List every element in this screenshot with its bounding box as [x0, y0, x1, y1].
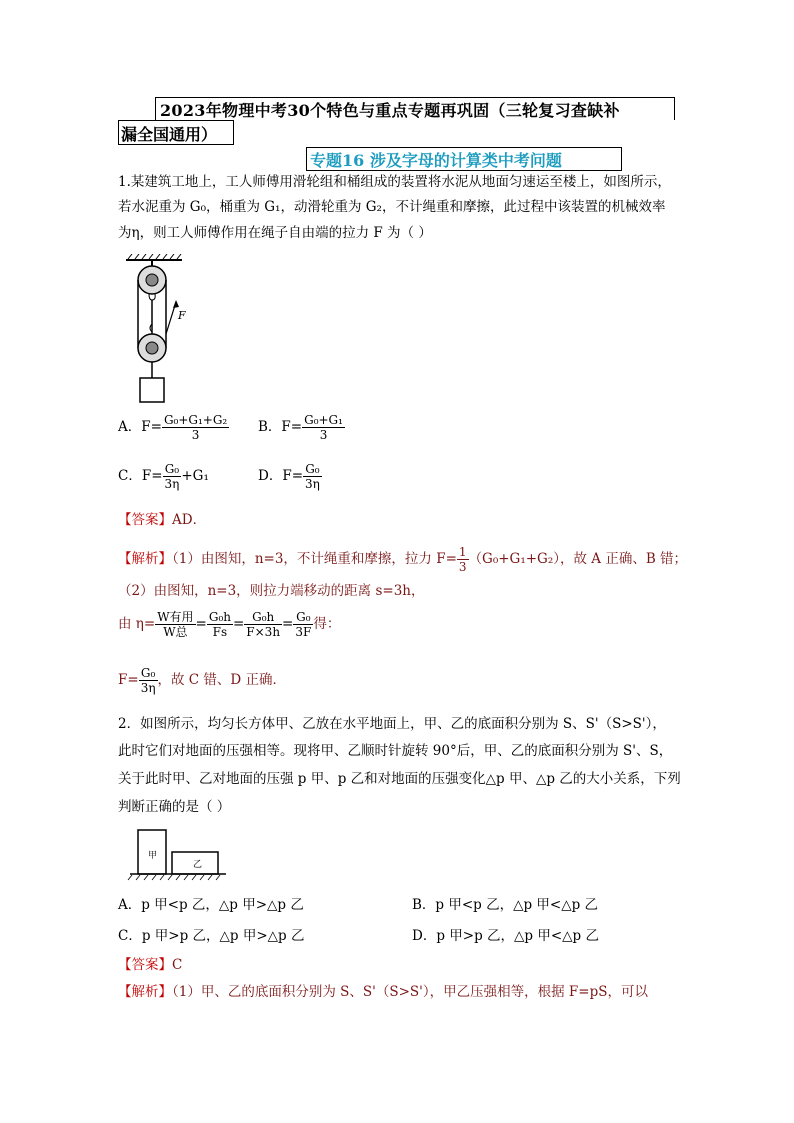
blocks-figure	[118, 826, 230, 882]
q2-option-a: A．p 甲<p 乙，△p 甲>△p 乙	[118, 897, 304, 913]
result-suffix: ，故 C 错、D 正确．	[157, 672, 287, 688]
option-a-numerator: G₀+G₁+G₂	[163, 413, 228, 427]
q1-analysis-line2: （2）由图知，n=3，则拉力端移动的距离 s=3h，	[118, 583, 425, 599]
pulley-figure	[118, 254, 208, 404]
analysis-label: 【解析】	[118, 551, 172, 567]
q2-line2: 此时它们对地面的压强相等。现将甲、乙顺时针旋转 90°后，甲、乙的底面积分别为 S'、S，	[118, 743, 673, 759]
q2-option-d: D．p 甲>p 乙，△p 甲<△p 乙	[412, 928, 599, 944]
analysis1-text-a: （1）由图知，n=3，不计绳重和摩擦，拉力 F=	[172, 551, 457, 567]
option-c-suffix: +G₁	[181, 468, 209, 484]
q2-line4: 判断正确的是（ ）	[118, 799, 231, 815]
option-c-prefix: C．F=	[118, 468, 163, 484]
q2-option-c: C．p 甲>p 乙，△p 甲>△p 乙	[118, 928, 305, 944]
q1-result	[118, 666, 286, 695]
q1-efficiency-equation: 由 η= $\frac{\text{W有用}}{\text{W总}}$ = $\frac{\text{G₀h}}{Fs}$ = $\frac{\text{G₀h}}{F\times 3h}$ = $\frac{\text{G₀}}{3F}$ 得：	[118, 610, 341, 639]
q2-analysis-label: 【解析】	[118, 984, 172, 1000]
q1-option-b	[258, 413, 345, 442]
answer-label: 【答案】	[118, 512, 172, 528]
option-b-denominator: 3	[319, 428, 328, 442]
q2-analysis	[118, 984, 648, 1001]
q1-answer	[118, 512, 206, 529]
analysis1-frac-den: 3	[458, 560, 467, 574]
answer-value: AD．	[172, 512, 207, 528]
analysis1-text-b: （G₀+G₁+G₂），故 A 正确、B 错；	[468, 551, 688, 567]
option-a-denominator: 3	[191, 428, 200, 442]
result-den: 3η	[140, 681, 156, 695]
eq-frac2-num: G₀h	[208, 610, 231, 624]
force-label-f: F	[178, 309, 186, 322]
q1-line3: 为η，则工人师傅作用在绳子自由端的拉力 F 为（ ）	[118, 225, 432, 241]
eq-frac1-num: W有用	[157, 610, 194, 624]
q2-option-b: B．p 甲<p 乙，△p 甲<△p 乙	[412, 897, 599, 913]
page-title: 2023年物理中考30个特色与重点专题再巩固（三轮复习查缺补	[160, 101, 620, 120]
q1-option-d	[258, 462, 322, 491]
q1-analysis-line1	[118, 545, 687, 574]
q1-line2: 若水泥重为 G₀，桶重为 G₁，动滑轮重为 G₂，不计绳重和摩擦，此过程中该装置的机械效率	[118, 199, 666, 215]
q2-answer	[118, 957, 182, 974]
bucket-box	[140, 378, 164, 402]
option-b-prefix: B．F=	[258, 419, 303, 435]
q2-line1: 2．如图所示，均匀长方体甲、乙放在水平地面上，甲、乙的底面积分别为 S、S'（S>S'），	[118, 716, 666, 732]
result-num: G₀	[139, 666, 158, 681]
eq-frac3-num: G₀h	[244, 610, 282, 625]
option-c-denominator: 3η	[164, 477, 180, 491]
eq-frac2-den: Fs	[212, 625, 228, 639]
eq-frac4-den: 3F	[295, 625, 312, 639]
q2-answer-value: C	[172, 957, 183, 973]
label-jia: 甲	[148, 851, 158, 861]
option-d-prefix: D．F=	[258, 468, 304, 484]
q2-answer-label: 【答案】	[118, 957, 172, 973]
topic-title: 专题16 涉及字母的计算类中考问题	[310, 151, 562, 170]
q2-line3: 关于此时甲、乙对地面的压强 p 甲、p 乙和对地面的压强变化△p 甲、△p 乙的大小关系，下列	[118, 771, 681, 787]
q1-line1: 1.某建筑工地上，工人师傅用滑轮组和桶组成的装置将水泥从地面匀速运至楼上，如图所示，	[118, 174, 671, 190]
result-prefix: F=	[118, 672, 139, 688]
eq-frac1-den: W总	[163, 625, 188, 639]
option-c-numerator: G₀	[163, 462, 182, 477]
page-title-line2: 漏全国通用）	[121, 125, 218, 144]
q1-option-c	[118, 462, 209, 491]
option-a-prefix: A．F=	[118, 419, 162, 435]
option-b-numerator: G₀+G₁	[304, 413, 343, 427]
q2-analysis-text: （1）甲、乙的底面积分别为 S、S'（S>S'），甲乙压强相等，根据 F=pS，可以	[172, 984, 648, 1000]
option-d-numerator: G₀	[303, 462, 322, 477]
equation-suffix: 得：	[313, 616, 341, 632]
label-yi: 乙	[193, 860, 203, 870]
option-d-denominator: 3η	[305, 477, 320, 491]
analysis1-frac-num: 1	[458, 545, 467, 559]
eq-frac4-num: G₀	[293, 610, 313, 625]
equation-prefix: 由 η=	[118, 616, 156, 632]
eq-frac3-den: F×3h	[246, 625, 281, 639]
q1-option-a	[118, 413, 229, 442]
